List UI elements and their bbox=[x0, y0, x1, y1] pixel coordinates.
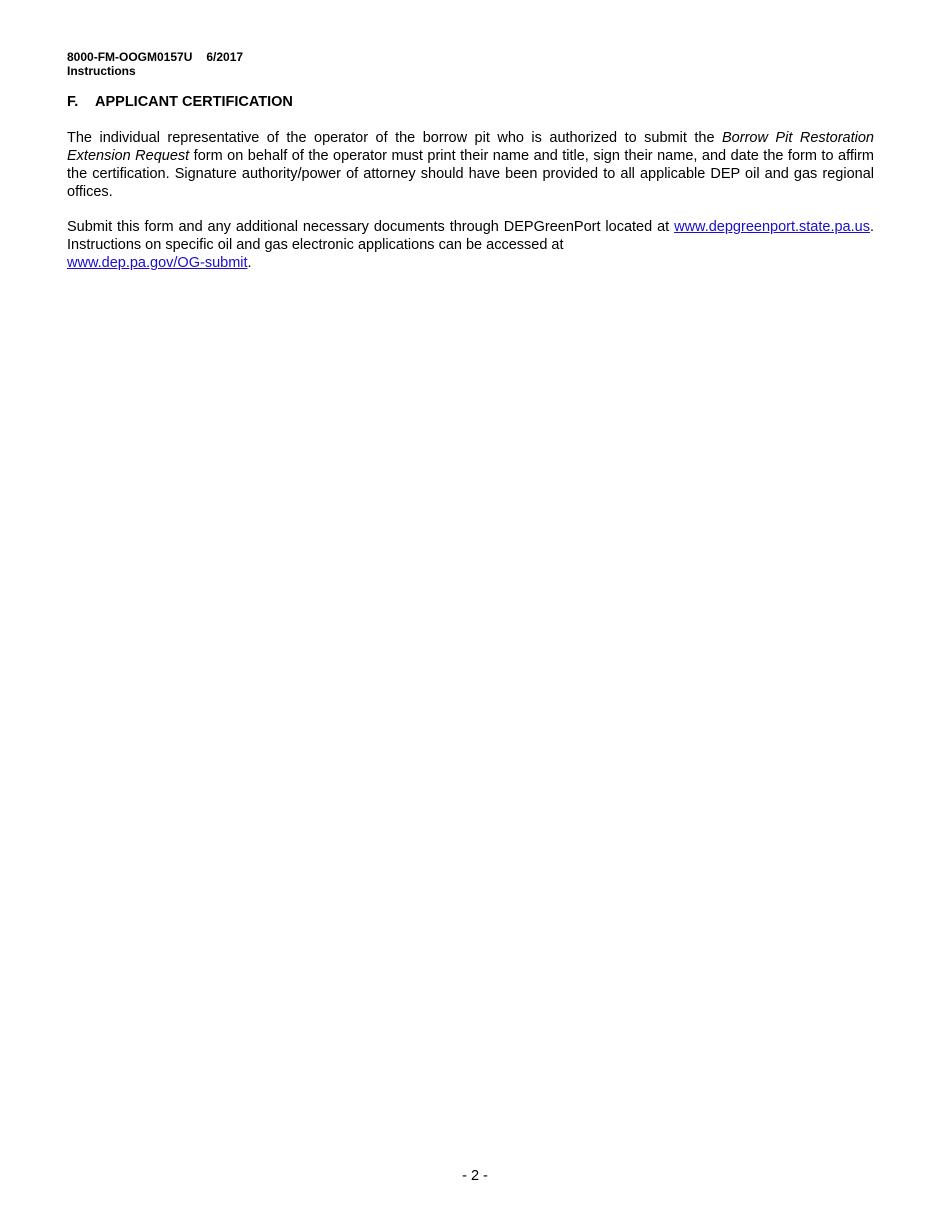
form-subtitle: Instructions bbox=[67, 64, 136, 78]
form-number: 8000-FM-OOGM0157U bbox=[67, 50, 193, 64]
form-name: Borrow Pit Restoration Extension Request bbox=[67, 130, 874, 164]
form-date: 6/2017 bbox=[206, 50, 244, 64]
page-number: - 2 - bbox=[462, 1168, 488, 1184]
og-submit-link[interactable]: www.dep.pa.gov/OG-submit bbox=[67, 255, 248, 271]
section-letter: F. bbox=[67, 94, 79, 110]
form-header bbox=[67, 50, 243, 78]
paragraph1-rest: form on behalf of the operator must print their name and title, sign their name, and date the form to affirm the certification. Signature authority/power of attorney should have been provided to all applicable DEP oil and gas regional offices. bbox=[67, 148, 874, 200]
paragraph2-middle: . Instructions on specific oil and gas electronic applications can be accessed at bbox=[67, 219, 874, 253]
section-title-text: APPLICANT CERTIFICATION bbox=[95, 94, 293, 110]
paragraph1-intro: The individual representative of the operator of the borrow pit who is authorized to submit the bbox=[67, 130, 723, 146]
certification-paragraph bbox=[67, 129, 874, 201]
depgreenport-link[interactable]: www.depgreenport.state.pa.us bbox=[674, 219, 870, 235]
submission-paragraph bbox=[67, 218, 874, 272]
section-title bbox=[67, 94, 293, 111]
paragraph2-end: . bbox=[247, 255, 252, 271]
paragraph2-intro: Submit this form and any additional necessary documents through DEPGreenPort located at bbox=[67, 219, 675, 235]
